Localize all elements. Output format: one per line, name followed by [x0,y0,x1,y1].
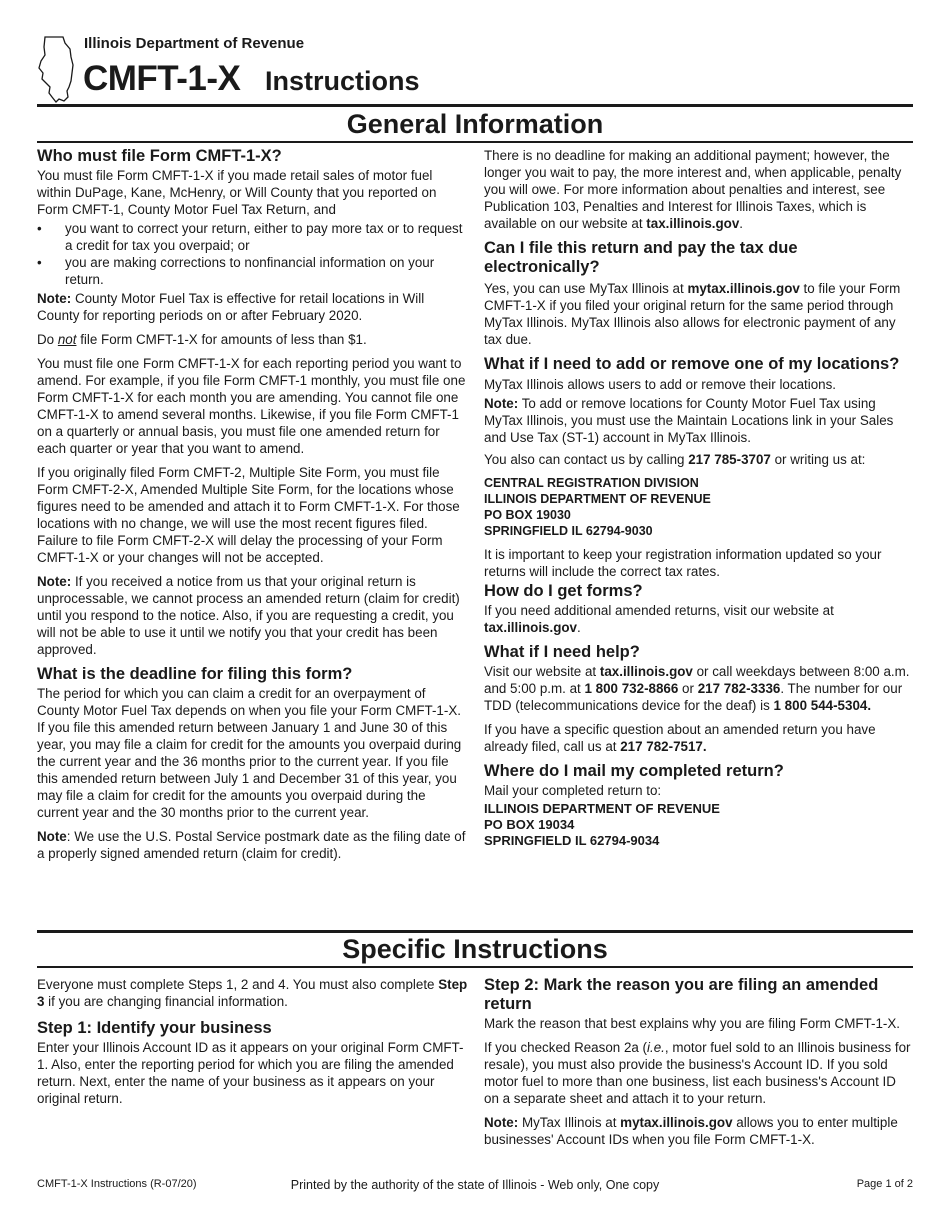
mailing-address: ILLINOIS DEPARTMENT OF REVENUE PO BOX 19034 SPRINGFIELD IL 62794-9034 [484,801,720,848]
registration-phone: 217 785-3707 [688,452,771,467]
list-item: • you are making corrections to nonfinancial information on your return. [37,254,469,288]
mytax-link[interactable]: mytax.illinois.gov [687,281,800,296]
registration-closing: It is important to keep your registration information updated so your returns will include the correct tax rates. [484,547,882,579]
registration-address: CENTRAL REGISTRATION DIVISION ILLINOIS DEPARTMENT OF REVENUE PO BOX 19030 SPRINGFIELD IL 62794-9030 [484,476,711,538]
step1-heading: Step 1: Identify your business [37,1019,272,1037]
minimum-amount-note: Do not file Form CMFT-1-X for amounts of less than $1. [37,332,367,347]
specific-question-paragraph: If you have a specific question about an amended return you have already filed, call us at 217 782-7517. [484,722,876,754]
form-header [37,33,913,105]
specific-title-divider [37,966,913,968]
general-title-divider [37,141,913,143]
form-revision-footer: CMFT-1-X Instructions (R-07/20) [37,1178,197,1190]
locations-note: Note: To add or remove locations for County Motor Fuel Tax using MyTax Illinois, you must use the Maintain Locations link in your Sales and Use Tax (ST-1) account in MyTax Illinois. [484,396,894,445]
step2-reason-paragraph: If you checked Reason 2a (i.e., motor fuel sold to an Illinois business for resale), you must also provide the business's Account ID. If you sold motor fuel to more than one business, list each business's Account ID on a separate sheet and attach it to your return. [484,1040,911,1106]
mail-heading: Where do I mail my completed return? [484,762,784,780]
specific-instructions-title: Specific Instructions [342,934,608,964]
specific-intro: Everyone must complete Steps 1, 2 and 4. You must also complete Step 3 if you are changing financial information. [37,977,468,1009]
forms-heading: How do I get forms? [484,582,643,600]
locations-heading: What if I need to add or remove one of my locations? [484,355,900,373]
deadline-heading: What is the deadline for filing this form? [37,665,353,683]
specific-right-column [484,976,914,1155]
one-per-period-paragraph: You must file one Form CMFT-1-X for each reporting period you want to amend. For example, if you file Form CMFT-1 monthly, you must file one Form CMFT-1-X for each month you are amending. You cannot file one CMFT-1-X to amend several months. Likewise, if you file Form CMFT-1 on a quarterly or annual basis, you must file one amended return for each quarter or year that you want to amend. [37,356,466,456]
page-number: Page 1 of 2 [856,1178,913,1190]
step1-paragraph: Enter your Illinois Account ID as it appears on your original Form CMFT-1. Also, enter the reporting period for which you are filing the amended return. Next, enter the name of your business as it appears on your original return. [37,1040,464,1106]
header-divider [37,104,913,107]
who-must-file-intro: You must file Form CMFT-1-X if you made retail sales of motor fuel within DuPage, Kane, McHenry, or Will County that you reported on Form CMFT-1, County Motor Fuel Tax Return, and [37,168,437,217]
forms-paragraph: If you need additional amended returns, visit our website at tax.illinois.gov. [484,603,834,635]
electronic-filing-heading: Can I file this return and pay the tax due electronically? [484,239,798,276]
website-link[interactable]: tax.illinois.gov [599,664,693,679]
step2-note: Note: MyTax Illinois at mytax.illinois.gov allows you to enter multiple businesses' Account IDs when you file Form CMFT-1-X. [484,1115,898,1147]
help-heading: What if I need help? [484,643,640,661]
form-id: CMFT-1-X [83,59,241,98]
electronic-filing-paragraph: Yes, you can use MyTax Illinois at mytax.illinois.gov to file your Form CMFT-1-X if you filed your original return for the same period through MyTax Illinois. MyTax Illinois also allows for electronic payment of any tax due. [484,281,901,347]
help-paragraph: Visit our website at tax.illinois.gov or call weekdays between 8:00 a.m. and 5:00 p.m. at 1 800 732-8866 or 217 782-3336. The number for our TDD (telecommunications device for the deaf) is 1 800 544-5304. [484,664,910,713]
unprocessable-note: Note: If you received a notice from us that your original return is unprocessable, we cannot process an amended return (claim for credit) until you respond to the notice. Also, if you are requesting a credit, you will not be able to use it until we notify you that your credit has been approved. [37,574,460,657]
website-link[interactable]: tax.illinois.gov [484,620,578,635]
who-must-file-list [37,220,469,288]
postmark-note: Note: We use the U.S. Postal Service postmark date as the filing date of a properly signed amended return (claim for credit). [37,829,466,861]
specific-divider [37,930,913,933]
agency-name: Illinois Department of Revenue [84,35,305,52]
multiple-site-paragraph: If you originally filed Form CMFT-2, Multiple Site Form, you must file Form CMFT-2-X, Amended Multiple Site Form, for the locations whose figures need to be amended and attach it to Form CMFT-1-X. For those locations with no change, we will use the most recent figures filed. Failure to file Form CMFT-2-X will delay the processing of your Form CMFT-1-X or your changes will not be accepted. [37,465,460,565]
illinois-state-outline-icon [37,35,77,103]
step2-paragraph: Mark the reason that best explains why you are filing Form CMFT-1-X. [484,1016,901,1031]
form-title: Instructions [265,66,420,96]
website-link[interactable]: tax.illinois.gov [646,216,740,231]
payment-deadline-paragraph: There is no deadline for making an additional payment; however, the longer you wait to pay, the more interest and, when applicable, penalty you will owe. For more information about penalties and interest, see Publication 103, Penalties and Interest for Illinois Taxes, which is available on our website at tax.illinois.gov. [484,148,902,231]
will-county-note: Note: County Motor Fuel Tax is effective for retail locations in Will County for reporting periods on or after February 2020. [37,291,425,323]
deadline-paragraph: The period for which you can claim a credit for an overpayment of County Motor Fuel Tax depends on when you file your Form CMFT-1-X. If you file this amended return between January 1 and June 30 of this year, you may file a claim for credit for the amounts you overpaid during the current year and the 36 months prior to the current year. If you file this amended return between July 1 and December 31 of this year, you may file a claim for credit for the amounts you overpaid during the current year and the 30 months prior to the current year. [37,686,462,820]
mytax-link[interactable]: mytax.illinois.gov [620,1115,733,1130]
locations-paragraph: MyTax Illinois allows users to add or remove their locations. [484,377,837,392]
authority-footer: Printed by the authority of the state of Illinois - Web only, One copy [290,1178,660,1192]
mail-paragraph: Mail your completed return to: [484,783,662,798]
list-item: • you want to correct your return, either to pay more tax or to request a credit for tax you overpaid; or [37,220,469,254]
step2-heading: Step 2: Mark the reason you are filing an amended return [484,976,879,1013]
specific-left-column [37,976,469,1114]
contact-paragraph: You also can contact us by calling 217 785-3707 or writing us at: [484,452,866,467]
general-information-title: General Information [346,109,604,139]
who-must-file-heading: Who must file Form CMFT-1-X? [37,147,282,165]
general-left-column [37,147,469,869]
general-right-column [484,147,914,856]
